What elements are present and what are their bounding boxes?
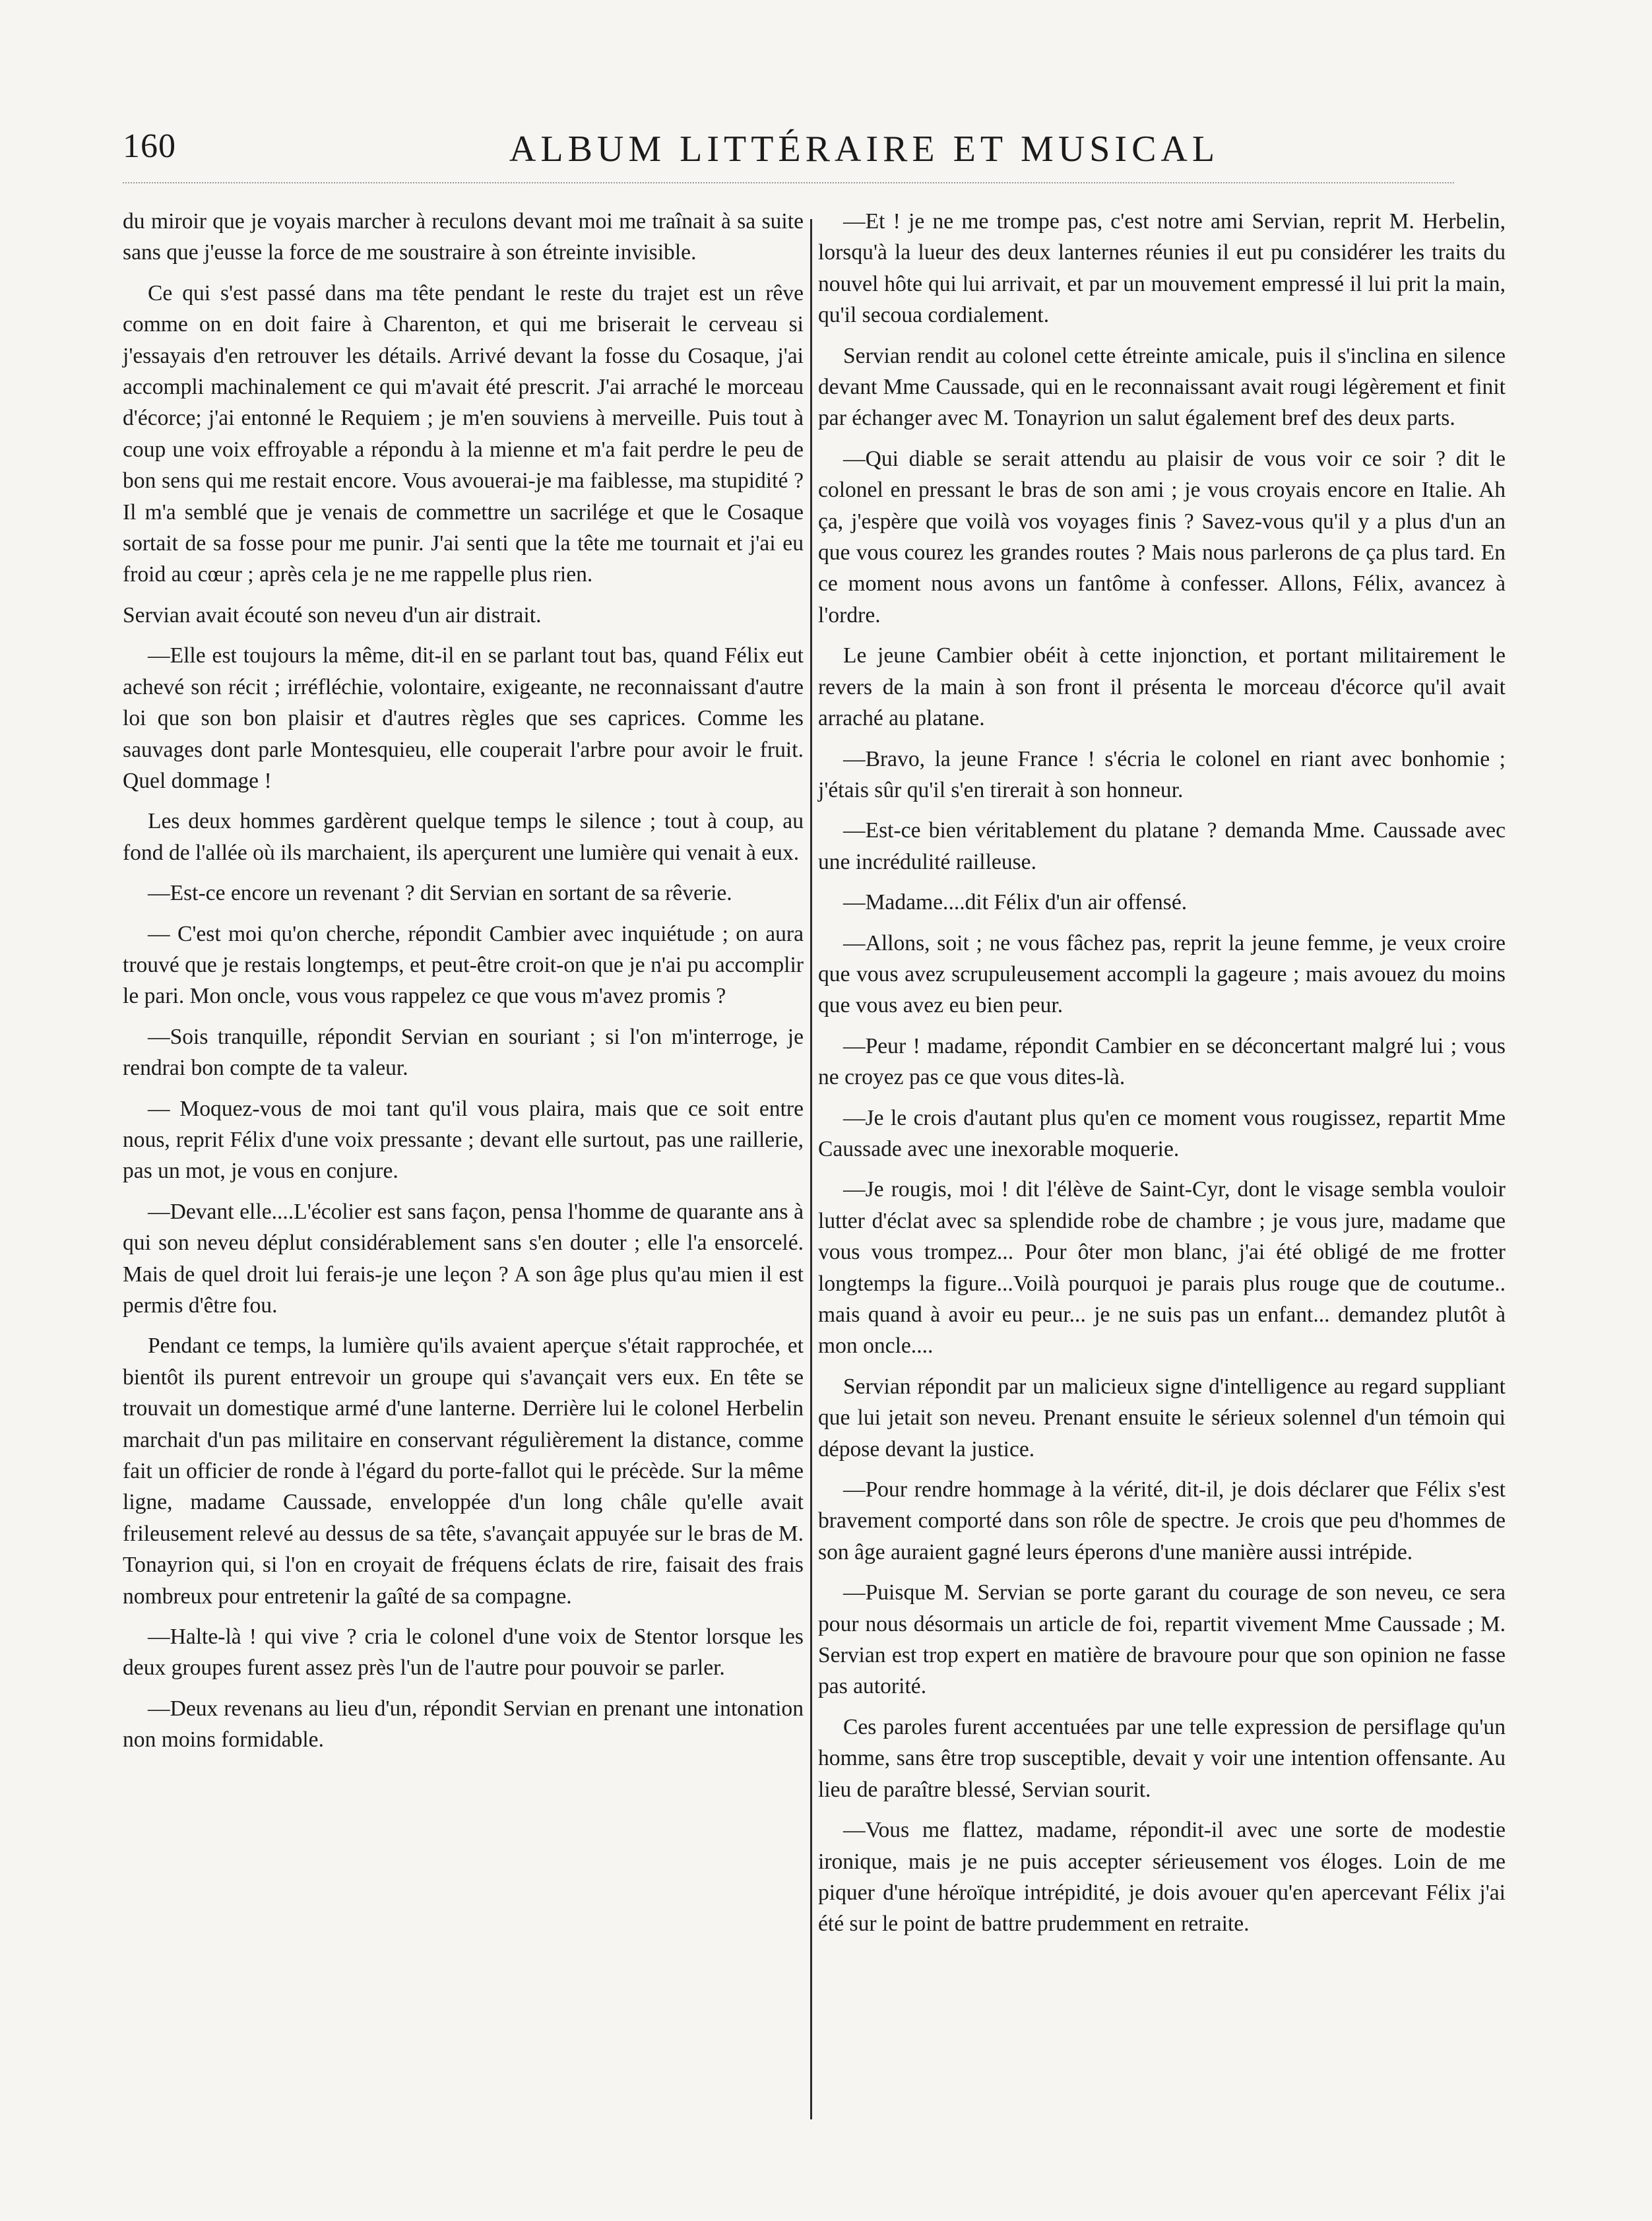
paragraph: Les deux hommes gardèrent quelque temps le silence ; tout à coup, au fond de l'allée où ils marchaient, ils aperçurent une lumière qui venait à eux.	[123, 809, 804, 865]
paragraph: —Peur ! madame, répondit Cambier en se déconcertant malgré lui ; vous ne croyez pas ce que vous dites-là.	[818, 1033, 1506, 1090]
paragraph: —Sois tranquille, répondit Servian en souriant ; si l'on m'interroge, je rendrai bon compte de ta valeur.	[123, 1024, 804, 1081]
paragraph: Servian avait écouté son neveu d'un air distrait.	[123, 602, 542, 628]
paragraph: —Devant elle....L'écolier est sans façon, pensa l'homme de quarante ans à qui son neveu déplut considérablement sans s'en douter ; elle l'a ensorcelé. Mais de quel droit lui ferais-je une leçon ? A son âge plus qu'au mien il est permis d'être fou.	[123, 1199, 804, 1318]
paragraph: —Est-ce encore un revenant ? dit Servian en sortant de sa rêverie.	[148, 881, 732, 906]
paragraph: —Elle est toujours la même, dit-il en se parlant tout bas, quand Félix eut achevé son récit ; irréfléchie, volontaire, exigeante, ne reconnaissant d'autre loi que son bon plaisir et d'autres règles que ses caprices. Comme les sauvages dont parle Montesquieu, elle couperait l'arbre pour avoir le fruit. Quel dommage !	[123, 643, 804, 793]
paragraph: —Vous me flattez, madame, répondit-il avec une sorte de modestie ironique, mais je ne puis accepter sérieusement vos éloges. Loin de me piquer d'une héroïque intrépidité, je dois avouer qu'en apercevant Félix j'ai été sur le point de battre prudemment en retraite.	[818, 1818, 1506, 1937]
paragraph: du miroir que je voyais marcher à reculons devant moi me traînait à sa suite sans que j'eusse la force de me soustraire à son étreinte invisible.	[123, 209, 804, 265]
paragraph: —Pour rendre hommage à la vérité, dit-il, je dois déclarer que Félix s'est bravement comporté dans son rôle de spectre. Je crois que peu d'hommes de son âge auraient gagné leurs éperons d'une manière aussi intrépide.	[818, 1477, 1506, 1564]
left-column	[123, 206, 804, 1765]
column-divider	[810, 219, 812, 2119]
paragraph: —Bravo, la jeune France ! s'écria le colonel en riant avec bonhomie ; j'étais sûr qu'il s'en tirerait à son honneur.	[818, 746, 1506, 802]
paragraph: —Et ! je ne me trompe pas, c'est notre ami Servian, reprit M. Herbelin, lorsqu'à la lueur des deux lanternes réunies il eut pu considérer les traits du nouvel hôte qui lui arrivait, et par un mouvement empressé il lui prit la main, qu'il secoua cordialement.	[818, 209, 1506, 328]
paragraph: —Allons, soit ; ne vous fâchez pas, reprit la jeune femme, je veux croire que vous avez scrupuleusement accompli la gageure ; mais avouez du moins que vous avez eu bien peur.	[818, 930, 1506, 1018]
paragraph: —Madame....dit Félix d'un air offensé.	[843, 890, 1188, 915]
paragraph: — Moquez-vous de moi tant qu'il vous plaira, mais que ce soit entre nous, reprit Félix d'une voix pressante ; devant elle surtout, pas une raillerie, pas un mot, je vous en conjure.	[123, 1096, 804, 1184]
page-number: 160	[123, 127, 176, 165]
right-column	[818, 206, 1506, 1949]
paragraph: —Est-ce bien véritablement du platane ? demanda Mme. Caussade avec une incrédulité railleuse.	[818, 818, 1506, 874]
paragraph: — C'est moi qu'on cherche, répondit Cambier avec inquiétude ; on aura trouvé que je restais longtemps, et peut-être croit-on que je n'ai pu accomplir le pari. Mon oncle, vous vous rappelez ce que vous m'avez promis ?	[123, 921, 804, 1009]
paragraph: —Je rougis, moi ! dit l'élève de Saint-Cyr, dont le visage sembla vouloir lutter d'éclat avec sa splendide robe de chambre ; je vous jure, madame que vous vous trompez... Pour ôter mon blanc, j'ai été obligé de me frotter longtemps la figure...Voilà pourquoi je parais plus rouge que de coutume.. mais quand à avoir eu peur... je ne suis pas un enfant... demandez plutôt à mon oncle....	[818, 1177, 1506, 1359]
paragraph: Servian rendit au colonel cette étreinte amicale, puis il s'inclina en silence devant Mme Caussade, qui en le reconnaissant avait rougi légèrement et finit par échanger avec M. Tonayrion un salut également bref des deux parts.	[818, 343, 1506, 431]
paragraph: Servian répondit par un malicieux signe d'intelligence au regard suppliant que lui jetait son neveu. Prenant ensuite le sérieux solennel d'un témoin qui dépose devant la justice.	[818, 1374, 1506, 1462]
running-title: ALBUM LITTÉRAIRE ET MUSICAL	[509, 129, 1220, 170]
paragraph: —Puisque M. Servian se porte garant du courage de son neveu, ce sera pour nous désormais un article de foi, repartit vivement Mme Caussade ; M. Servian est trop expert en matière de bravoure pour que son opinion ne fasse pas autorité.	[818, 1580, 1506, 1699]
paragraph: Le jeune Cambier obéit à cette injonction, et portant militairement le revers de la main à son front il présenta le morceau d'écorce qu'il avait arraché au platane.	[818, 643, 1506, 731]
paragraph: —Je le crois d'autant plus qu'en ce moment vous rougissez, repartit Mme Caussade avec une inexorable moquerie.	[818, 1105, 1506, 1161]
paragraph: Ces paroles furent accentuées par une telle expression de persiflage qu'un homme, sans être trop susceptible, devait y voir une intention offensante. Au lieu de paraître blessé, Servian sourit.	[818, 1714, 1506, 1802]
header-rule	[123, 182, 1454, 183]
paragraph: —Qui diable se serait attendu au plaisir de vous voir ce soir ? dit le colonel en pressant le bras de son ami ; je vous croyais encore en Italie. Ah ça, j'espère que voilà vos voyages finis ? Savez-vous qu'il y a plus d'un an que vous courez les grandes routes ? Mais nous parlerons de ça plus tard. En ce moment nous avons un fantôme à confesser. Allons, Félix, avancez à l'ordre.	[818, 446, 1506, 628]
paragraph: —Deux revenans au lieu d'un, répondit Servian en prenant une intonation non moins formidable.	[123, 1696, 804, 1753]
paragraph: Pendant ce temps, la lumière qu'ils avaient aperçue s'était rapprochée, et bientôt ils purent entrevoir un groupe qui s'avançait vers eux. En tête se trouvait un domestique armé d'une lanterne. Derrière lui le colonel Herbelin marchait d'un pas militaire en conservant régulièrement la distance, comme fait un officier de ronde à l'égard du porte-fallot qui le précède. Sur la même ligne, madame Caussade, enveloppée d'un long châle qu'elle avait frileusement relevé au dessus de sa tête, s'avançait appuyée sur le bras de M. Tonayrion qui, si l'on en croyait de fréquens éclats de rire, faisait des frais nombreux pour entretenir la gaîté de sa compagne.	[123, 1334, 804, 1609]
paragraph: —Halte-là ! qui vive ? cria le colonel d'une voix de Stentor lorsque les deux groupes furent assez près l'un de l'autre pour pouvoir se parler.	[123, 1625, 804, 1681]
paragraph: Ce qui s'est passé dans ma tête pendant le reste du trajet est un rêve comme on en doit faire à Charenton, et qui me briserait le cerveau si j'essayais d'en retrouver les détails. Arrivé devant la fosse du Cosaque, j'ai accompli machinalement ce qui m'avait été prescrit. J'ai arraché le morceau d'écorce; j'ai entonné le Requiem ; je m'en souviens à merveille. Puis tout à coup une voix effroyable a répondu à la mienne et m'a fait perdre le peu de bon sens qui me restait encore. Vous avouerai-je ma faiblesse, ma stupidité ? Il m'a semblé que je venais de commettre un sacrilége et que le Cosaque sortait de sa fosse pour me punir. J'ai senti que la tête me tournait et j'ai eu froid au cœur ; après cela je ne me rappelle plus rien.	[123, 280, 804, 587]
